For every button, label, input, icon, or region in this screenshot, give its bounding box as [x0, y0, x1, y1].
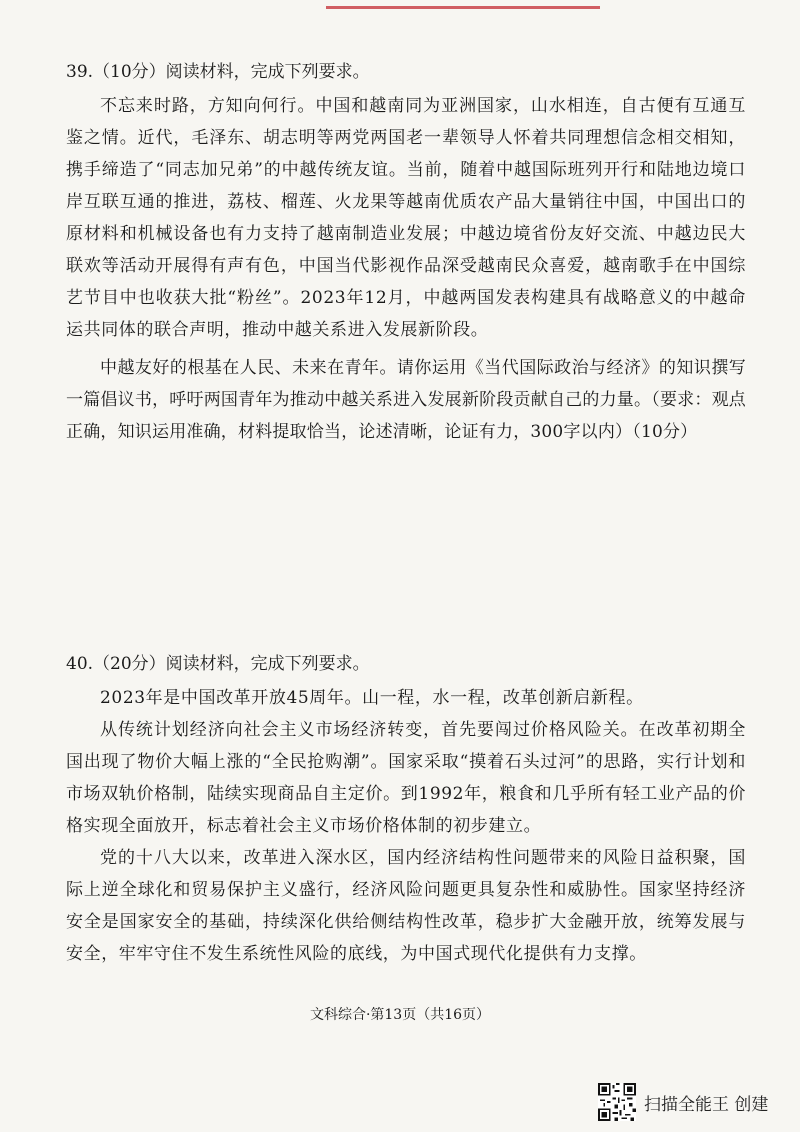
- question-40-material-price-reform: 从传统计划经济向社会主义市场经济转变，首先要闯过价格风险关。在改革初期全国出现了物价大幅上涨的“全民抢购潮”。国家采取“摸着石头过河”的思路，实行计划和市场双轨价格制，陆续实现商品自主定价。到1992年，粮食和几乎所有轻工业产品的价格实现全面放开，标志着社会主义市场价格体制的初步建立。: [66, 720, 746, 836]
- page-footer: 文科综合·第13页（共16页）: [309, 1007, 491, 1023]
- scanner-brand-text: 扫描全能王 创建: [644, 1094, 769, 1115]
- question-40-heading: 40.（20分）阅读材料，完成下列要求。: [66, 654, 370, 674]
- top-decorative-line: [326, 6, 600, 9]
- qr-code-icon: [598, 1083, 636, 1121]
- question-39-requirement: 中越友好的根基在人民、未来在青年。请你运用《当代国际政治与经济》的知识撰写一篇倡议书，呼吁两国青年为推动中越关系进入发展新阶段贡献自己的力量。（要求：观点正确，知识运用准确，材料提取恰当，论述清晰，论证有力，300字以内）（10分）: [66, 358, 746, 442]
- question-40-material-economic-security: 党的十八大以来，改革进入深水区，国内经济结构性问题带来的风险日益积聚，国际上逆全球化和贸易保护主义盛行，经济风险问题更具复杂性和威胁性。国家坚持经济安全是国家安全的基础，持续深化供给侧结构性改革，稳步扩大金融开放，统筹发展与安全，牢牢守住不发生系统性风险的底线，为中国式现代化提供有力支撑。: [66, 848, 746, 964]
- scanner-watermark: [598, 1083, 768, 1121]
- question-40: [66, 652, 746, 970]
- question-40-material-intro: 2023年是中国改革开放45周年。山一程，水一程，改革创新启新程。: [100, 688, 644, 708]
- question-39: [66, 60, 746, 448]
- question-39-heading: 39.（10分）阅读材料，完成下列要求。: [66, 62, 370, 82]
- question-39-material: 不忘来时路，方知向何行。中国和越南同为亚洲国家，山水相连，自古便有互通互鉴之情。近代，毛泽东、胡志明等两党两国老一辈领导人怀着共同理想信念相交相知，携手缔造了“同志加兄弟”的中越传统友谊。当前，随着中越国际班列开行和陆地边境口岸互联互通的推进，荔枝、榴莲、火龙果等越南优质农产品大量销往中国，中国出口的原材料和机械设备也有力支持了越南制造业发展；中越边境省份友好交流、中越边民大联欢等活动开展得有声有色，中国当代影视作品深受越南民众喜爱，越南歌手在中国综艺节目中也收获大批“粉丝”。2023年12月，中越两国发表构建具有战略意义的中越命运共同体的联合声明，推动中越关系进入发展新阶段。: [66, 96, 746, 340]
